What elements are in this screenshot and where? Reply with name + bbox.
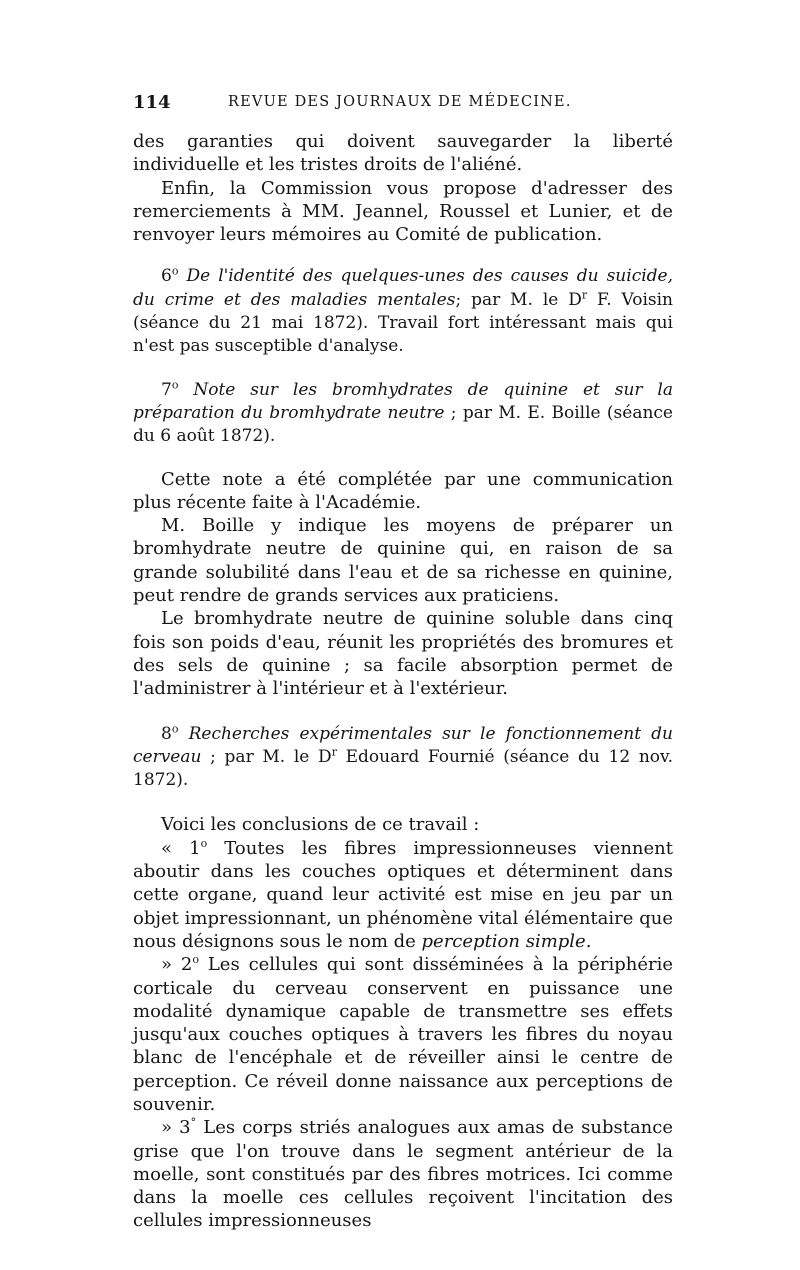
paragraph-commission <box>133 177 673 247</box>
item-7 <box>133 379 673 449</box>
page-header <box>133 92 673 118</box>
item-details: ; par M. E. Boille (séance du 6 août 1872). <box>133 402 673 447</box>
paragraph-text: Cette note a été complétée par une communication plus récente faite à l'Académie. <box>133 468 673 513</box>
paragraph-text: Voici les conclusions de ce travail : <box>161 814 480 836</box>
paragraph-continuation <box>133 130 673 177</box>
conclusion-2 <box>133 953 673 1116</box>
item-8 <box>133 723 673 793</box>
conclusion-emphasis: perception simple. <box>421 930 592 952</box>
paragraph-text: M. Boille y indique les moyens de préparer un bromhydrate neutre de quinine qui, en raison de sa grande solubilité dans l'eau et de sa richesse en quinine, peut rendre de grands services aux praticiens. <box>133 515 673 607</box>
page-number: 114 <box>133 92 171 113</box>
item-details: Edouard Fournié (séance du 12 nov. 1872). <box>133 746 673 791</box>
title-superscript: r <box>581 288 588 302</box>
item-author: ; par M. le D <box>455 289 582 310</box>
paragraph-text: des garanties qui doivent sauvegarder la liberté individuelle et les tristes droits de l'aliéné. <box>133 131 673 176</box>
conclusion-text: Toutes les fibres impressionneuses viennent aboutir dans les couches optiques et déterminent dans cette organe, quand leur activité est mise en jeu par un objet impressionnant, un phénomène vital élémentaire que nous désignons sous le nom de <box>133 837 674 952</box>
ordinal-mark: o <box>192 953 199 967</box>
ordinal-mark: o <box>200 836 208 850</box>
item-title: De l'identité des quelques-unes des causes du suicide, du crime et des maladies mentales <box>133 266 673 310</box>
paragraph-text: Enfin, la Commission vous propose d'adresser des remerciements à MM. Jeannel, Roussel et Lunier, et de renvoyer leurs mémoires au Comité de publication. <box>133 177 673 246</box>
paragraph-conclusions-intro <box>133 813 673 836</box>
item-number: 7 <box>161 379 172 400</box>
conclusion-3 <box>133 1116 673 1232</box>
ordinal-mark: o <box>171 264 179 278</box>
conclusion-number: » 3 <box>161 1117 191 1139</box>
paragraph-text: Le bromhydrate neutre de quinine soluble dans cinq fois son poids d'eau, réunit les propriétés des bromures et des sels de quinine ; sa facile absorption permet de l'administrer à l'intérieur et à l'extérieur. <box>133 608 673 700</box>
conclusion-number: » 2 <box>161 954 193 976</box>
item-6 <box>133 265 673 358</box>
page-body <box>133 130 673 1233</box>
paragraph-bromhydrate <box>133 607 673 700</box>
conclusion-text: Les cellules qui sont disséminées à la périphérie corticale du cerveau conservent en puissance une modalité dynamique capable de transmettre ses effets jusqu'aux couches optiques à travers les fibres du noyau blanc de l'encéphale et de réveiller ainsi le centre de perception. Ce réveil donne naissance aux perceptions de souvenir. <box>133 954 673 1115</box>
conclusion-text: Les corps striés analogues aux amas de substance grise que l'on trouve dans le segment antérieur de la moelle, sont constitués par des fibres motrices. Ici comme dans la moelle ces cellules reçoivent l'incitation des cellules impressionneuses <box>133 1117 674 1232</box>
conclusion-1 <box>133 837 673 953</box>
paragraph-note <box>133 468 673 515</box>
item-title: Note sur les bromhydrates de quinine et sur la préparation du bromhydrate neutre <box>133 379 673 423</box>
ordinal-mark: o <box>171 378 179 392</box>
running-head: REVUE DES JOURNAUX DE MÉDECINE. <box>228 94 572 110</box>
conclusion-number: « 1 <box>161 837 201 859</box>
paragraph-boille <box>133 514 673 607</box>
item-title: Recherches expérimentales sur le fonctionnement du cerveau <box>133 723 674 767</box>
item-details: F. Voisin (séance du 21 mai 1872). Travail fort intéressant mais qui n'est pas susceptible d'analyse. <box>133 289 673 357</box>
item-number: 8 <box>161 723 172 744</box>
item-author: ; par M. le D <box>201 746 332 767</box>
ordinal-mark: o <box>171 721 179 735</box>
ordinal-mark: ° <box>190 1116 197 1130</box>
item-number: 6 <box>161 266 172 287</box>
title-superscript: r <box>331 745 337 759</box>
